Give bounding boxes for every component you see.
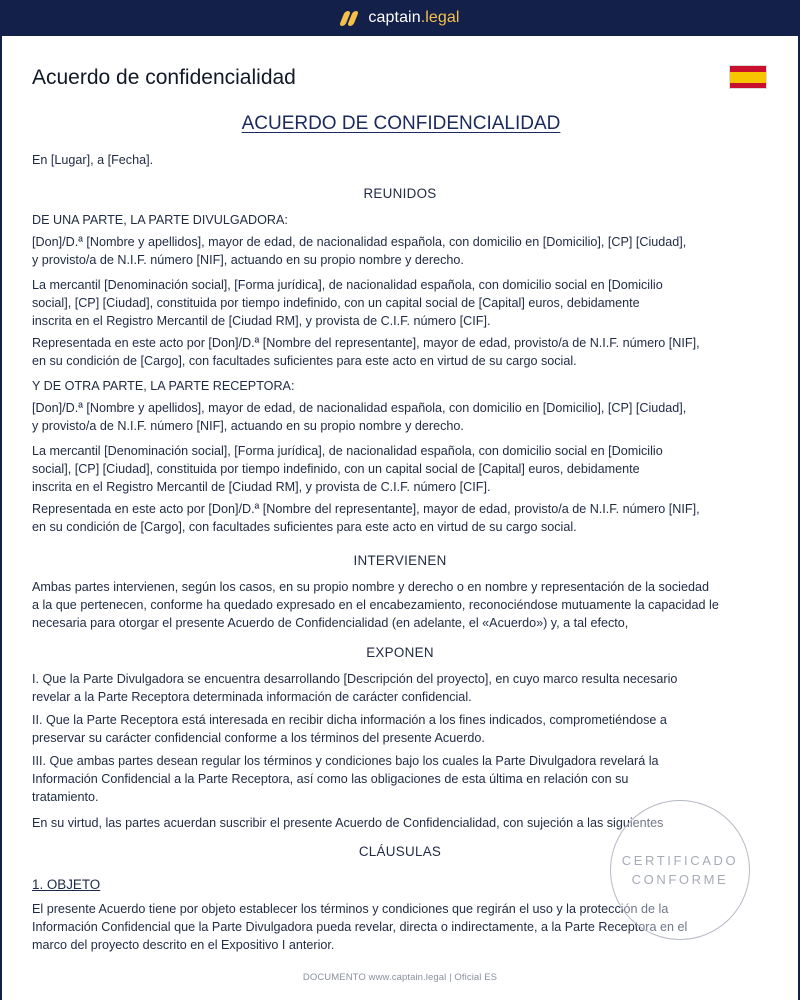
intervienen-line: Ambas partes intervienen, según los casos, en su propio nombre y derecho o en nombre y representación de la sociedad	[32, 580, 709, 594]
document-footer: DOCUMENTO www.captain.legal | Oficial ES	[302, 972, 498, 983]
top-brand-bar	[0, 0, 800, 36]
part1-person-line: [Don]/D.ª [Nombre y apellidos], mayor de edad, de nacionalidad española, con domicilio en [Domicilio], [CP] [Ciudad],	[32, 235, 687, 249]
page-title: Acuerdo de confidencialidad	[32, 66, 296, 89]
clause-1-title: 1. OBJETO	[32, 877, 101, 892]
part1-company-line: La mercantil [Denominación social], [Forma jurídica], de nacionalidad española, con domicilio social en [Domicilio	[32, 278, 663, 292]
part2-company-line: inscrita en el Registro Mercantil de [Ciudad RM], y provista de C.I.F. número [CIF].	[32, 480, 491, 494]
part1-representative-line: Representada en este acto por [Don]/D.ª [Nombre del representante], mayor de edad, provisto/a de N.I.F. número [NIF],	[32, 336, 700, 350]
part1-person-line: y provisto/a de N.I.F. número [NIF], actuando en su propio nombre y derecho.	[32, 253, 464, 267]
brand-slash-icon	[340, 10, 358, 26]
part1-company-line: inscrita en el Registro Mercantil de [Ciudad RM], y provista de C.I.F. número [CIF].	[32, 314, 491, 328]
intervienen-heading: INTERVIENEN	[353, 553, 447, 568]
spain-flag-icon[interactable]	[729, 65, 767, 89]
part2-person-line: [Don]/D.ª [Nombre y apellidos], mayor de edad, de nacionalidad española, con domicilio en [Domicilio], [CP] [Ciudad],	[32, 401, 687, 415]
stamp-line: CONFORME	[631, 872, 729, 887]
part1-heading: DE UNA PARTE, LA PARTE DIVULGADORA:	[32, 213, 288, 227]
document-title: ACUERDO DE CONFIDENCIALIDAD	[241, 113, 561, 134]
clause-1-line: Información Confidencial que la Parte Divulgadora pueda revelar, directa o indirectamente, a la Parte Receptora en el	[32, 920, 688, 934]
clause-1-line: marco del proyecto descrito en el Expositivo I anterior.	[32, 938, 335, 952]
exponen-closing: En su virtud, las partes acuerdan suscribir el presente Acuerdo de Confidencialidad, con sujeción a las siguientes	[32, 816, 664, 830]
exponen-item-3-line: III. Que ambas partes desean regular los términos y condiciones bajo los cuales la Parte Divulgadora revelará la	[32, 754, 659, 768]
stamp-line: CERTIFICADO	[621, 853, 739, 868]
part2-person-line: y provisto/a de N.I.F. número [NIF], actuando en su propio nombre y derecho.	[32, 419, 464, 433]
place-date: En [Lugar], a [Fecha].	[32, 153, 154, 167]
exponen-item-3-line: Información Confidencial a la Parte Receptora, así como las obligaciones de esta última en relación con su	[32, 772, 629, 786]
part2-representative-line: en su condición de [Cargo], con facultades suficientes para este acto en virtud de su cargo social.	[32, 520, 577, 534]
part1-company-line: social], [CP] [Ciudad], constituida por tiempo indefinido, con un capital social de [Capital] euros, debidamente	[32, 296, 640, 310]
exponen-item-1-line: I. Que la Parte Divulgadora se encuentra desarrollando [Descripción del proyecto], en cuyo marco resulta necesario	[32, 672, 678, 686]
reunidos-heading: REUNIDOS	[363, 186, 437, 201]
exponen-item-3-line: tratamiento.	[32, 790, 99, 804]
part2-representative-line: Representada en este acto por [Don]/D.ª [Nombre del representante], mayor de edad, provisto/a de N.I.F. número [NIF],	[32, 502, 700, 516]
exponen-item-1-line: revelar a la Parte Receptora determinada información de carácter confidencial.	[32, 690, 472, 704]
part2-heading: Y DE OTRA PARTE, LA PARTE RECEPTORA:	[32, 379, 295, 393]
intervienen-line: necesaria para otorgar el presente Acuerdo de Confidencialidad (en adelante, el «Acuerdo») y, a tal efecto,	[32, 616, 629, 630]
brand-logo-text[interactable]: captain.legal	[368, 9, 460, 26]
part1-representative-line: en su condición de [Cargo], con facultades suficientes para este acto en virtud de su cargo social.	[32, 354, 577, 368]
part2-company-line: La mercantil [Denominación social], [Forma jurídica], de nacionalidad española, con domicilio social en [Domicilio	[32, 444, 663, 458]
intervienen-line: a la que pertenecen, conforme ha quedado expresado en el encabezamiento, reconociéndose mutuamente la capacidad le	[32, 598, 719, 612]
exponen-heading: EXPONEN	[366, 645, 434, 660]
exponen-item-2-line: II. Que la Parte Receptora está interesada en recibir dicha información a los fines indicados, comprometiéndose a	[32, 713, 667, 727]
exponen-item-2-line: preservar su carácter confidencial conforme a los términos del presente Acuerdo.	[32, 731, 485, 745]
certificate-stamp	[610, 800, 750, 940]
clause-1-line: El presente Acuerdo tiene por objeto establecer los términos y condiciones que regirán el uso y la protección de la	[32, 902, 669, 916]
clausulas-heading: CLÁUSULAS	[358, 844, 442, 859]
part2-company-line: social], [CP] [Ciudad], constituida por tiempo indefinido, con un capital social de [Capital] euros, debidamente	[32, 462, 640, 476]
